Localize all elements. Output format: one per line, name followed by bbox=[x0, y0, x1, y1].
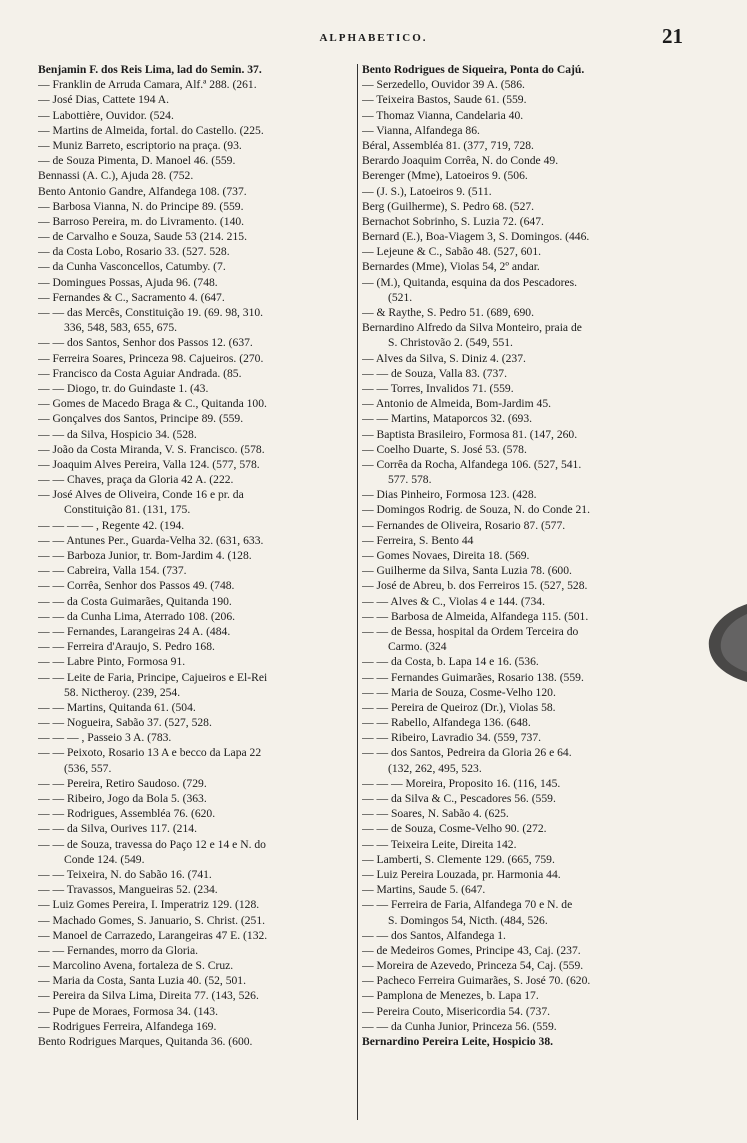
directory-entry-line: — Guilherme da Silva, Santa Luzia 78. (600. bbox=[362, 564, 572, 578]
directory-entry-line: — — Fernandes, morro da Gloria. bbox=[38, 943, 199, 957]
directory-entry-line: — Lejeune & C., Sabão 48. (527, 601. bbox=[362, 245, 542, 259]
directory-entry-line: — Vianna, Alfandega 86. bbox=[362, 123, 480, 137]
directory-entry-line: — Marcolino Avena, fortaleza de S. Cruz. bbox=[38, 959, 234, 973]
directory-entry-line: Bennassi (A. C.), Ajuda 28. (752. bbox=[38, 169, 194, 183]
directory-entry-line: Carmo. (324 bbox=[388, 640, 447, 654]
directory-entry-line: — — Ferreira d'Araujo, S. Pedro 168. bbox=[38, 640, 215, 654]
directory-entry-line: Constituição 81. (131, 175. bbox=[64, 503, 191, 517]
directory-entry-line: — — da Silva & C., Pescadores 56. (559. bbox=[362, 792, 556, 805]
directory-entry-line: Berenger (Mme), Latoeiros 9. (506. bbox=[362, 169, 528, 183]
directory-entry-line: Bento Antonio Gandre, Alfandega 108. (737. bbox=[38, 184, 247, 198]
directory-entry-line: Bernardes (Mme), Violas 54, 2º andar. bbox=[362, 260, 540, 274]
directory-entry-line: — Joaquim Alves Pereira, Valla 124. (577, 578. bbox=[38, 457, 260, 471]
directory-entry-line: — — da Costa Guimarães, Quitanda 190. bbox=[38, 594, 232, 608]
directory-entry-line: — Gomes Novaes, Direita 18. (569. bbox=[362, 549, 530, 562]
directory-entry-line: — Lamberti, S. Clemente 129. (665, 759. bbox=[362, 852, 555, 866]
directory-entry-line: — — Martins, Quitanda 61. (504. bbox=[38, 700, 196, 714]
directory-entry-line: — Domingues Possas, Ajuda 96. (748. bbox=[38, 275, 218, 289]
directory-entry-line: — Teixeira Bastos, Saude 61. (559. bbox=[362, 93, 527, 107]
directory-entry-line: Bento Rodrigues de Siqueira, Ponta do Cajú. bbox=[362, 63, 585, 76]
directory-entry-line: — — Corrêa, Senhor dos Passos 49. (748. bbox=[38, 579, 235, 593]
directory-entry-line: 58. Nictheroy. (239, 254. bbox=[64, 685, 181, 699]
directory-entry-line: — — Cabreira, Valla 154. (737. bbox=[38, 564, 187, 578]
page-header bbox=[0, 24, 747, 54]
directory-entry-line: 577. 578. bbox=[388, 473, 432, 487]
directory-entry-line: — Fernandes de Oliveira, Rosario 87. (577. bbox=[362, 518, 566, 532]
directory-entry-line: (132, 262, 495, 523. bbox=[388, 761, 482, 775]
directory-entry-line: — — Torres, Invalidos 71. (559. bbox=[362, 381, 514, 395]
directory-entry-line: — — Rodrigues, Assembléa 76. (620. bbox=[38, 807, 216, 821]
directory-entry-line: — de Souza Pimenta, D. Manoel 46. (559. bbox=[38, 154, 236, 168]
directory-entry-line: — Martins, Saude 5. (647. bbox=[362, 883, 486, 897]
directory-entry-line: — — Leite de Faria, Principe, Cajueiros e El-Rei bbox=[38, 670, 268, 684]
directory-entry-line: (536, 557. bbox=[64, 761, 112, 775]
directory-entry-line: — (M.), Quitanda, esquina da dos Pescadores. bbox=[362, 275, 578, 289]
directory-entry-line: — da Costa Lobo, Rosario 33. (527. 528. bbox=[38, 245, 230, 259]
directory-entry-line: — — dos Santos, Alfandega 1. bbox=[362, 928, 506, 942]
directory-entry-line: — de Medeiros Gomes, Principe 43, Caj. (237. bbox=[362, 943, 581, 957]
directory-entry-line: — — — — , Regente 42. (194. bbox=[38, 518, 185, 532]
directory-entry-line: — Alves da Silva, S. Diniz 4. (237. bbox=[362, 351, 526, 365]
directory-entry-line: — — dos Santos, Pedreira da Gloria 26 e 64. bbox=[362, 746, 572, 760]
directory-entry-line: — Corrêa da Rocha, Alfandega 106. (527, 541. bbox=[362, 457, 582, 471]
column-divider bbox=[357, 64, 358, 1120]
directory-entry-line: Bento Rodrigues Marques, Quitanda 36. (600. bbox=[38, 1035, 253, 1048]
page-edge-stain bbox=[699, 600, 747, 686]
directory-entry-line: — Thomaz Vianna, Candelaria 40. bbox=[362, 108, 524, 122]
directory-entry-line: Benjamin F. dos Reis Lima, lad do Semin. 37. bbox=[38, 63, 262, 76]
directory-entry-line: — Pereira da Silva Lima, Direita 77. (143, 526. bbox=[38, 989, 259, 1003]
directory-entry-line: — Dias Pinheiro, Formosa 123. (428. bbox=[362, 488, 537, 502]
directory-entry-line: — — Teixeira Leite, Direita 142. bbox=[362, 837, 517, 851]
running-title: ALPHABETICO. bbox=[319, 32, 428, 44]
directory-entry-line: (521. bbox=[388, 290, 413, 304]
directory-entry-line: — — Fernandes, Larangeiras 24 A. (484. bbox=[38, 624, 231, 638]
directory-entry-line: — — de Souza, Cosme-Velho 90. (272. bbox=[362, 822, 547, 836]
directory-entry-line: — da Cunha Vasconcellos, Catumby. (7. bbox=[38, 260, 226, 274]
directory-entry-line: — — da Cunha Lima, Aterrado 108. (206. bbox=[38, 609, 236, 623]
directory-entry-line: — — da Costa, b. Lapa 14 e 16. (536. bbox=[362, 655, 539, 669]
directory-entry-line: — — Barbosa de Almeida, Alfandega 115. (501. bbox=[362, 609, 589, 623]
directory-entry-line: — — Fernandes Guimarães, Rosario 138. (559. bbox=[362, 670, 584, 684]
directory-entry-line: — — Labre Pinto, Formosa 91. bbox=[38, 655, 186, 669]
directory-entry-line: — Labottière, Ouvidor. (524. bbox=[38, 108, 174, 122]
directory-entry-line: — — Peixoto, Rosario 13 A e becco da Lapa 22 bbox=[38, 746, 262, 760]
directory-entry-line: — — Pereira de Queiroz (Dr.), Violas 58. bbox=[362, 700, 556, 714]
directory-entry-line: — — Ferreira de Faria, Alfandega 70 e N. de bbox=[362, 898, 573, 912]
directory-entry-line: — Gonçalves dos Santos, Principe 89. (559. bbox=[38, 412, 244, 426]
directory-entry-line: Berg (Guilherme), S. Pedro 68. (527. bbox=[362, 199, 535, 213]
directory-entry-line: — Machado Gomes, S. Januario, S. Christ. (251. bbox=[38, 913, 266, 927]
directory-entry-line: — Gomes de Macedo Braga & C., Quitanda 100. bbox=[38, 397, 267, 411]
directory-entry-line: — Pacheco Ferreira Guimarães, S. José 70. (620. bbox=[362, 974, 591, 988]
directory-entry-line: — Luiz Pereira Louzada, pr. Harmonia 44. bbox=[362, 867, 561, 881]
directory-entry-line: — — Maria de Souza, Cosme-Velho 120. bbox=[362, 685, 556, 699]
right-column bbox=[362, 62, 686, 1122]
directory-entry-line: — — de Souza, Valla 83. (737. bbox=[362, 366, 508, 380]
directory-entry-line: — (J. S.), Latoeiros 9. (511. bbox=[362, 184, 492, 198]
directory-entry-line: — — da Cunha Junior, Princeza 56. (559. bbox=[362, 1019, 557, 1033]
directory-entry-line: — — da Silva, Hospicio 34. (528. bbox=[38, 427, 197, 441]
directory-entry-line: — — — , Passeio 3 A. (783. bbox=[38, 731, 172, 745]
directory-entry-line: — — Martins, Mataporcos 32. (693. bbox=[362, 412, 533, 426]
directory-entry-line: — — de Souza, travessa do Paço 12 e 14 e N. do bbox=[38, 837, 266, 851]
directory-entry-line: Bernachot Sobrinho, S. Luzia 72. (647. bbox=[362, 214, 544, 228]
directory-entry-line: — Luiz Gomes Pereira, I. Imperatriz 129. (128. bbox=[38, 898, 260, 912]
directory-entry-line: — Martins de Almeida, fortal. do Castello. (225. bbox=[38, 123, 264, 137]
directory-entry-line: — — dos Santos, Senhor dos Passos 12. (637. bbox=[38, 336, 253, 350]
directory-entry-line: — Antonio de Almeida, Bom-Jardim 45. bbox=[362, 397, 552, 411]
directory-entry-line: — de Carvalho e Souza, Saude 53 (214. 215. bbox=[38, 230, 247, 244]
directory-entry-line: — — das Mercês, Constituição 19. (69. 98, 310. bbox=[38, 306, 264, 319]
directory-entry-line: — — de Bessa, hospital da Ordem Terceira do bbox=[362, 624, 579, 638]
directory-entry-line: — Fernandes & C., Sacramento 4. (647. bbox=[38, 290, 225, 304]
directory-entry-line: — Ferreira, S. Bento 44 bbox=[362, 533, 474, 547]
directory-entry-line: — — Barboza Junior, tr. Bom-Jardim 4. (128. bbox=[38, 549, 252, 562]
directory-entry-line: — Pupe de Moraes, Formosa 34. (143. bbox=[38, 1004, 219, 1018]
directory-entry-line: — — Ribeiro, Jogo da Bola 5. (363. bbox=[38, 792, 207, 805]
directory-entry-line: — — Ribeiro, Lavradio 34. (559, 737. bbox=[362, 731, 542, 745]
directory-entry-line: S. Christovão 2. (549, 551. bbox=[388, 336, 513, 350]
directory-entry-line: Bernardino Pereira Leite, Hospicio 38. bbox=[362, 1035, 554, 1048]
directory-entry-line: 336, 548, 583, 655, 675. bbox=[64, 321, 178, 335]
directory-entry-line: — Manoel de Carrazedo, Larangeiras 47 E. (132. bbox=[38, 928, 268, 942]
directory-entry-line: Bernard (E.), Boa-Viagem 3, S. Domingos. (446. bbox=[362, 230, 590, 244]
directory-entry-line: — — Diogo, tr. do Guindaste 1. (43. bbox=[38, 381, 209, 395]
directory-entry-line: — José Dias, Cattete 194 A. bbox=[38, 93, 170, 107]
directory-entry-line: — Moreira de Azevedo, Princeza 54, Caj. (559. bbox=[362, 959, 584, 973]
directory-entry-line: — Baptista Brasileiro, Formosa 81. (147, 260. bbox=[362, 427, 578, 441]
directory-entry-line: — — — Moreira, Proposito 16. (116, 145. bbox=[362, 776, 561, 790]
directory-entry-line: Béral, Assembléa 81. (377, 719, 728. bbox=[362, 138, 534, 152]
directory-entry-line: — Francisco da Costa Aguiar Andrada. (85. bbox=[38, 366, 242, 380]
directory-entry-line: — — Antunes Per., Guarda-Velha 32. (631, 633. bbox=[38, 533, 264, 547]
directory-entry-line: — Pamplona de Menezes, b. Lapa 17. bbox=[362, 989, 539, 1003]
directory-entry-line: — — Teixeira, N. do Sabão 16. (741. bbox=[38, 867, 212, 881]
directory-entry-line: S. Domingos 54, Nicth. (484, 526. bbox=[388, 913, 548, 927]
directory-entry-line: — Muniz Barreto, escriptorio na praça. (93. bbox=[38, 138, 242, 152]
directory-entry-line: — & Raythe, S. Pedro 51. (689, 690. bbox=[362, 306, 534, 319]
directory-entry-line: — — da Silva, Ourives 117. (214. bbox=[38, 822, 197, 836]
directory-entry-line: — Maria da Costa, Santa Luzia 40. (52, 501. bbox=[38, 974, 246, 988]
directory-entry-line: — Pereira Couto, Misericordia 54. (737. bbox=[362, 1004, 551, 1018]
directory-entry-line: — — Pereira, Retiro Saudoso. (729. bbox=[38, 776, 207, 790]
directory-entry-line: — Rodrigues Ferreira, Alfandega 169. bbox=[38, 1019, 217, 1033]
directory-entry-line: — João da Costa Miranda, V. S. Francisco. (578. bbox=[38, 442, 265, 456]
directory-entry-line: Berardo Joaquim Corrêa, N. do Conde 49. bbox=[362, 154, 559, 168]
directory-entry-line: — — Soares, N. Sabão 4. (625. bbox=[362, 807, 509, 821]
directory-entry-line: — Domingos Rodrig. de Souza, N. do Conde 21. bbox=[362, 503, 590, 517]
directory-entry-line: — — Travassos, Mangueiras 52. (234. bbox=[38, 883, 218, 897]
directory-entry-line: Bernardino Alfredo da Silva Monteiro, praia de bbox=[362, 321, 582, 335]
directory-entry-line: — José de Abreu, b. dos Ferreiros 15. (527, 528. bbox=[362, 579, 588, 593]
directory-entry-line: — Barroso Pereira, m. do Livramento. (140. bbox=[38, 214, 245, 228]
directory-entry-line: — — Chaves, praça da Gloria 42 A. (222. bbox=[38, 473, 234, 487]
page-number: 21 bbox=[662, 24, 683, 48]
directory-entry-line: — Barbosa Vianna, N. do Principe 89. (559. bbox=[38, 199, 244, 213]
directory-entry-line: — José Alves de Oliveira, Conde 16 e pr. da bbox=[38, 488, 244, 502]
directory-entry-line: — Ferreira Soares, Princeza 98. Cajueiros. (270. bbox=[38, 351, 264, 365]
directory-entry-line: — Franklin de Arruda Camara, Alf.ª 288. (261. bbox=[38, 78, 257, 92]
directory-entry-line: — Coelho Duarte, S. José 53. (578. bbox=[362, 442, 527, 456]
directory-entry-line: Conde 124. (549. bbox=[64, 852, 145, 866]
directory-entry-line: — — Rabello, Alfandega 136. (648. bbox=[362, 716, 531, 730]
directory-entry-line: — Serzedello, Ouvidor 39 A. (586. bbox=[362, 78, 525, 92]
directory-entry-line: — — Nogueira, Sabão 37. (527, 528. bbox=[38, 716, 212, 730]
directory-entry-line: — — Alves & C., Violas 4 e 144. (734. bbox=[362, 594, 545, 608]
left-column bbox=[38, 62, 356, 1122]
